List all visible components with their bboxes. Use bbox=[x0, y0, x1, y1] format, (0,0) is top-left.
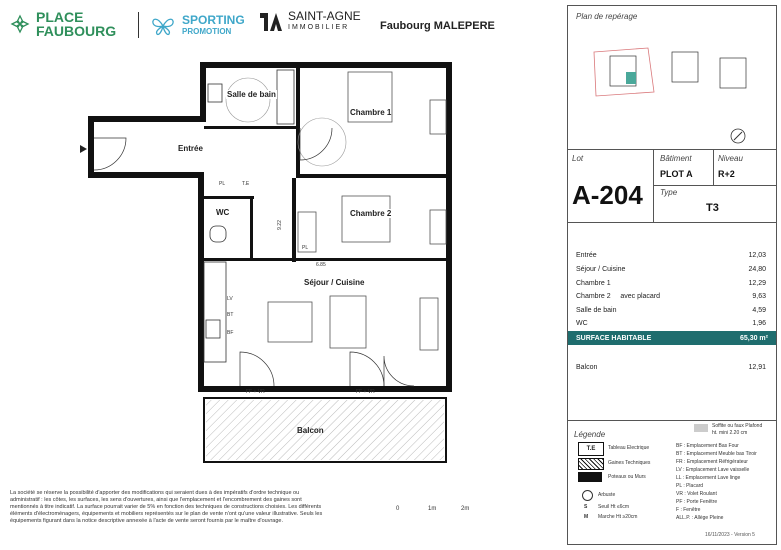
reperage-label: Plan de repérage bbox=[576, 12, 638, 21]
vline-2 bbox=[713, 149, 714, 185]
info-panel bbox=[567, 5, 777, 545]
legend-poteaux-swatch bbox=[578, 472, 602, 482]
room-name: Chambre 1 bbox=[576, 280, 611, 287]
abbrev-item: BF : Emplacement Bas Four bbox=[676, 443, 739, 449]
window-2 bbox=[430, 210, 446, 244]
niveau-label: Niveau bbox=[718, 154, 743, 163]
legend-soffite-2: ht. mini 2.20 cm bbox=[712, 430, 748, 436]
niveau-value: R+2 bbox=[718, 169, 735, 179]
placard-mark-2: PL bbox=[302, 245, 309, 251]
abbrev-item: ALL.P. : Allège Pleine bbox=[676, 515, 724, 521]
room-name: Chambre 2 avec placard bbox=[576, 293, 661, 300]
cooktop bbox=[206, 320, 220, 338]
legend-soffite: Soffite ou faux Plafond bbox=[712, 423, 763, 429]
surface-label: SURFACE HABITABLE bbox=[576, 334, 652, 342]
dining-table bbox=[268, 302, 312, 342]
window-ff-vr-2: FF + VR bbox=[356, 389, 375, 395]
room-row-entree bbox=[576, 252, 766, 259]
room-salle-de-bain: Salle de bain bbox=[227, 90, 276, 99]
room-area: 24,80 bbox=[748, 266, 766, 273]
room-row-sdb bbox=[576, 307, 766, 314]
turning-circle bbox=[226, 78, 270, 122]
legend-gaines: Gaines Techniques bbox=[608, 460, 651, 466]
scale-1m: 1m bbox=[428, 506, 437, 512]
washbasin bbox=[208, 84, 222, 102]
divider-3 bbox=[568, 420, 776, 421]
toilet bbox=[210, 226, 226, 242]
bt-mark: BT bbox=[227, 312, 234, 318]
logo-sporting-text: SPORTING bbox=[182, 13, 245, 27]
abbrev-item: PF : Porte Fenêtre bbox=[676, 499, 718, 505]
legend-seuil: Seuil Ht ≤6cm bbox=[598, 504, 630, 510]
version-text: 16/11/2023 - Version 5 bbox=[705, 532, 755, 538]
room-name: WC bbox=[576, 320, 588, 327]
room-balcon: Balcon bbox=[297, 426, 324, 435]
room-area: 12,29 bbox=[748, 280, 766, 287]
hline-type bbox=[653, 185, 776, 186]
room-row-chambre2 bbox=[576, 293, 766, 300]
window-ff-vr-1: FF + VR bbox=[246, 389, 265, 395]
room-row-sejour bbox=[576, 266, 766, 273]
room-wc: WC bbox=[216, 208, 230, 217]
logo-promotion-text: PROMOTION bbox=[182, 27, 232, 36]
window-1 bbox=[430, 100, 446, 134]
room-name: Séjour / Cuisine bbox=[576, 266, 626, 273]
room-sejour-cuisine: Séjour / Cuisine bbox=[304, 278, 365, 287]
legend-gaines-swatch bbox=[578, 458, 604, 470]
abbrev-item: VR : Volet Roulant bbox=[676, 491, 717, 497]
arbuste-icon bbox=[582, 490, 593, 501]
abbrev-item: F : Fenêtre bbox=[676, 507, 701, 513]
disclaimer: La société se réserve la possibilité d'apporter des modifications qui seraient dues à des impératifs d'ordre technique ou administratif : les côtes, les surfaces, les sens d'ouvertures, ainsi que l'emplacement et l'encombrement des gaines sont mentionnés à titre indicatif. La surface pourrait varier de 5% en fonction des techniques de constructions choisies. Les différents éléments d'électroménagers, équipements et mobiliers représentés sur le plan de vente n'ont qu'une valeur illustrative. Seuls les équipements figurant dans la notice descriptive annexée à l'acte de vente seront fournis par le maître d'ouvrage. bbox=[10, 490, 323, 524]
scale-2m: 2m bbox=[461, 506, 470, 512]
dim-922: 9.22 bbox=[276, 220, 283, 230]
abbrev-item: LL : Emplacement Lave linge bbox=[676, 475, 741, 481]
legend-poteaux: Poteaux ou Murs bbox=[608, 474, 646, 480]
logo-immobilier-text: IMMOBILIER bbox=[288, 24, 350, 31]
te-mark: T.E bbox=[242, 181, 250, 187]
room-row-wc bbox=[576, 320, 766, 327]
walls bbox=[88, 62, 452, 392]
abbrev-item: BT : Emplacement Meuble bas Tiroir bbox=[676, 451, 757, 457]
turning-circle-2 bbox=[298, 118, 346, 166]
legend-arbuste: Arbuste bbox=[598, 492, 616, 498]
surface-habitable-row bbox=[568, 331, 776, 345]
room-chambre-2: Chambre 2 bbox=[350, 209, 392, 218]
type-value: T3 bbox=[706, 202, 719, 214]
room-area: 12,03 bbox=[748, 252, 766, 259]
legend-te-box: T.E bbox=[578, 442, 604, 456]
legend-title: Légende bbox=[574, 430, 606, 439]
logo-saint-agne-text: SAINT-AGNE bbox=[288, 9, 361, 23]
batiment-label: Bâtiment bbox=[660, 154, 692, 163]
surface-value: 65,30 m² bbox=[739, 334, 768, 342]
legend-abbreviations bbox=[676, 442, 757, 522]
kitchen-counter bbox=[204, 262, 226, 362]
room-name: Salle de bain bbox=[576, 307, 617, 314]
abbrev-item: PL : Placard bbox=[676, 483, 704, 489]
placard-mark: PL bbox=[219, 181, 226, 187]
bathtub bbox=[277, 70, 294, 124]
legend-marche: Marche Ht ≥20cm bbox=[598, 514, 638, 520]
coffee-table bbox=[330, 296, 366, 348]
balcon-value: 12,91 bbox=[748, 364, 766, 371]
lv-mark: LV bbox=[227, 296, 233, 302]
legend-seuil-code: S bbox=[584, 504, 588, 510]
abbrev-item: FR : Emplacement Réfrigérateur bbox=[676, 459, 748, 465]
batiment-value: PLOT A bbox=[660, 169, 693, 179]
room-row-chambre1 bbox=[576, 280, 766, 287]
room-entree: Entrée bbox=[178, 144, 203, 153]
dim-685: 6.85 bbox=[316, 262, 326, 268]
balcon-label: Balcon bbox=[576, 364, 598, 371]
bed-2 bbox=[342, 196, 390, 242]
divider-2 bbox=[568, 222, 776, 223]
divider-1 bbox=[568, 149, 776, 150]
logo-place-text: PLACE bbox=[36, 9, 84, 25]
project-name: Faubourg MALEPERE bbox=[380, 20, 495, 32]
lot-number: A-204 bbox=[572, 180, 643, 210]
sofa bbox=[420, 298, 438, 350]
room-chambre-1: Chambre 1 bbox=[350, 108, 392, 117]
type-label: Type bbox=[660, 188, 678, 197]
room-area: 9,63 bbox=[752, 293, 766, 300]
balcon-row bbox=[576, 364, 766, 371]
scale-0: 0 bbox=[396, 506, 400, 512]
lot-label: Lot bbox=[572, 154, 584, 163]
reperage-map bbox=[588, 42, 768, 102]
room-area: 4,59 bbox=[752, 307, 766, 314]
legend-te: Tableau Electrique bbox=[608, 445, 650, 451]
legend-marche-code: M bbox=[584, 514, 589, 520]
room-name: Entrée bbox=[576, 252, 597, 259]
abbrev-item: LV : Emplacement Lave vaisselle bbox=[676, 467, 750, 473]
bf-mark: BF bbox=[227, 330, 234, 336]
balcony-hatch bbox=[206, 400, 444, 460]
soffite-swatch bbox=[694, 424, 708, 432]
entry-arrow-icon bbox=[80, 145, 87, 153]
reperage-compass-icon bbox=[728, 126, 748, 146]
logo-faubourg-text: FAUBOURG bbox=[36, 23, 117, 39]
room-area: 1,96 bbox=[752, 320, 766, 327]
